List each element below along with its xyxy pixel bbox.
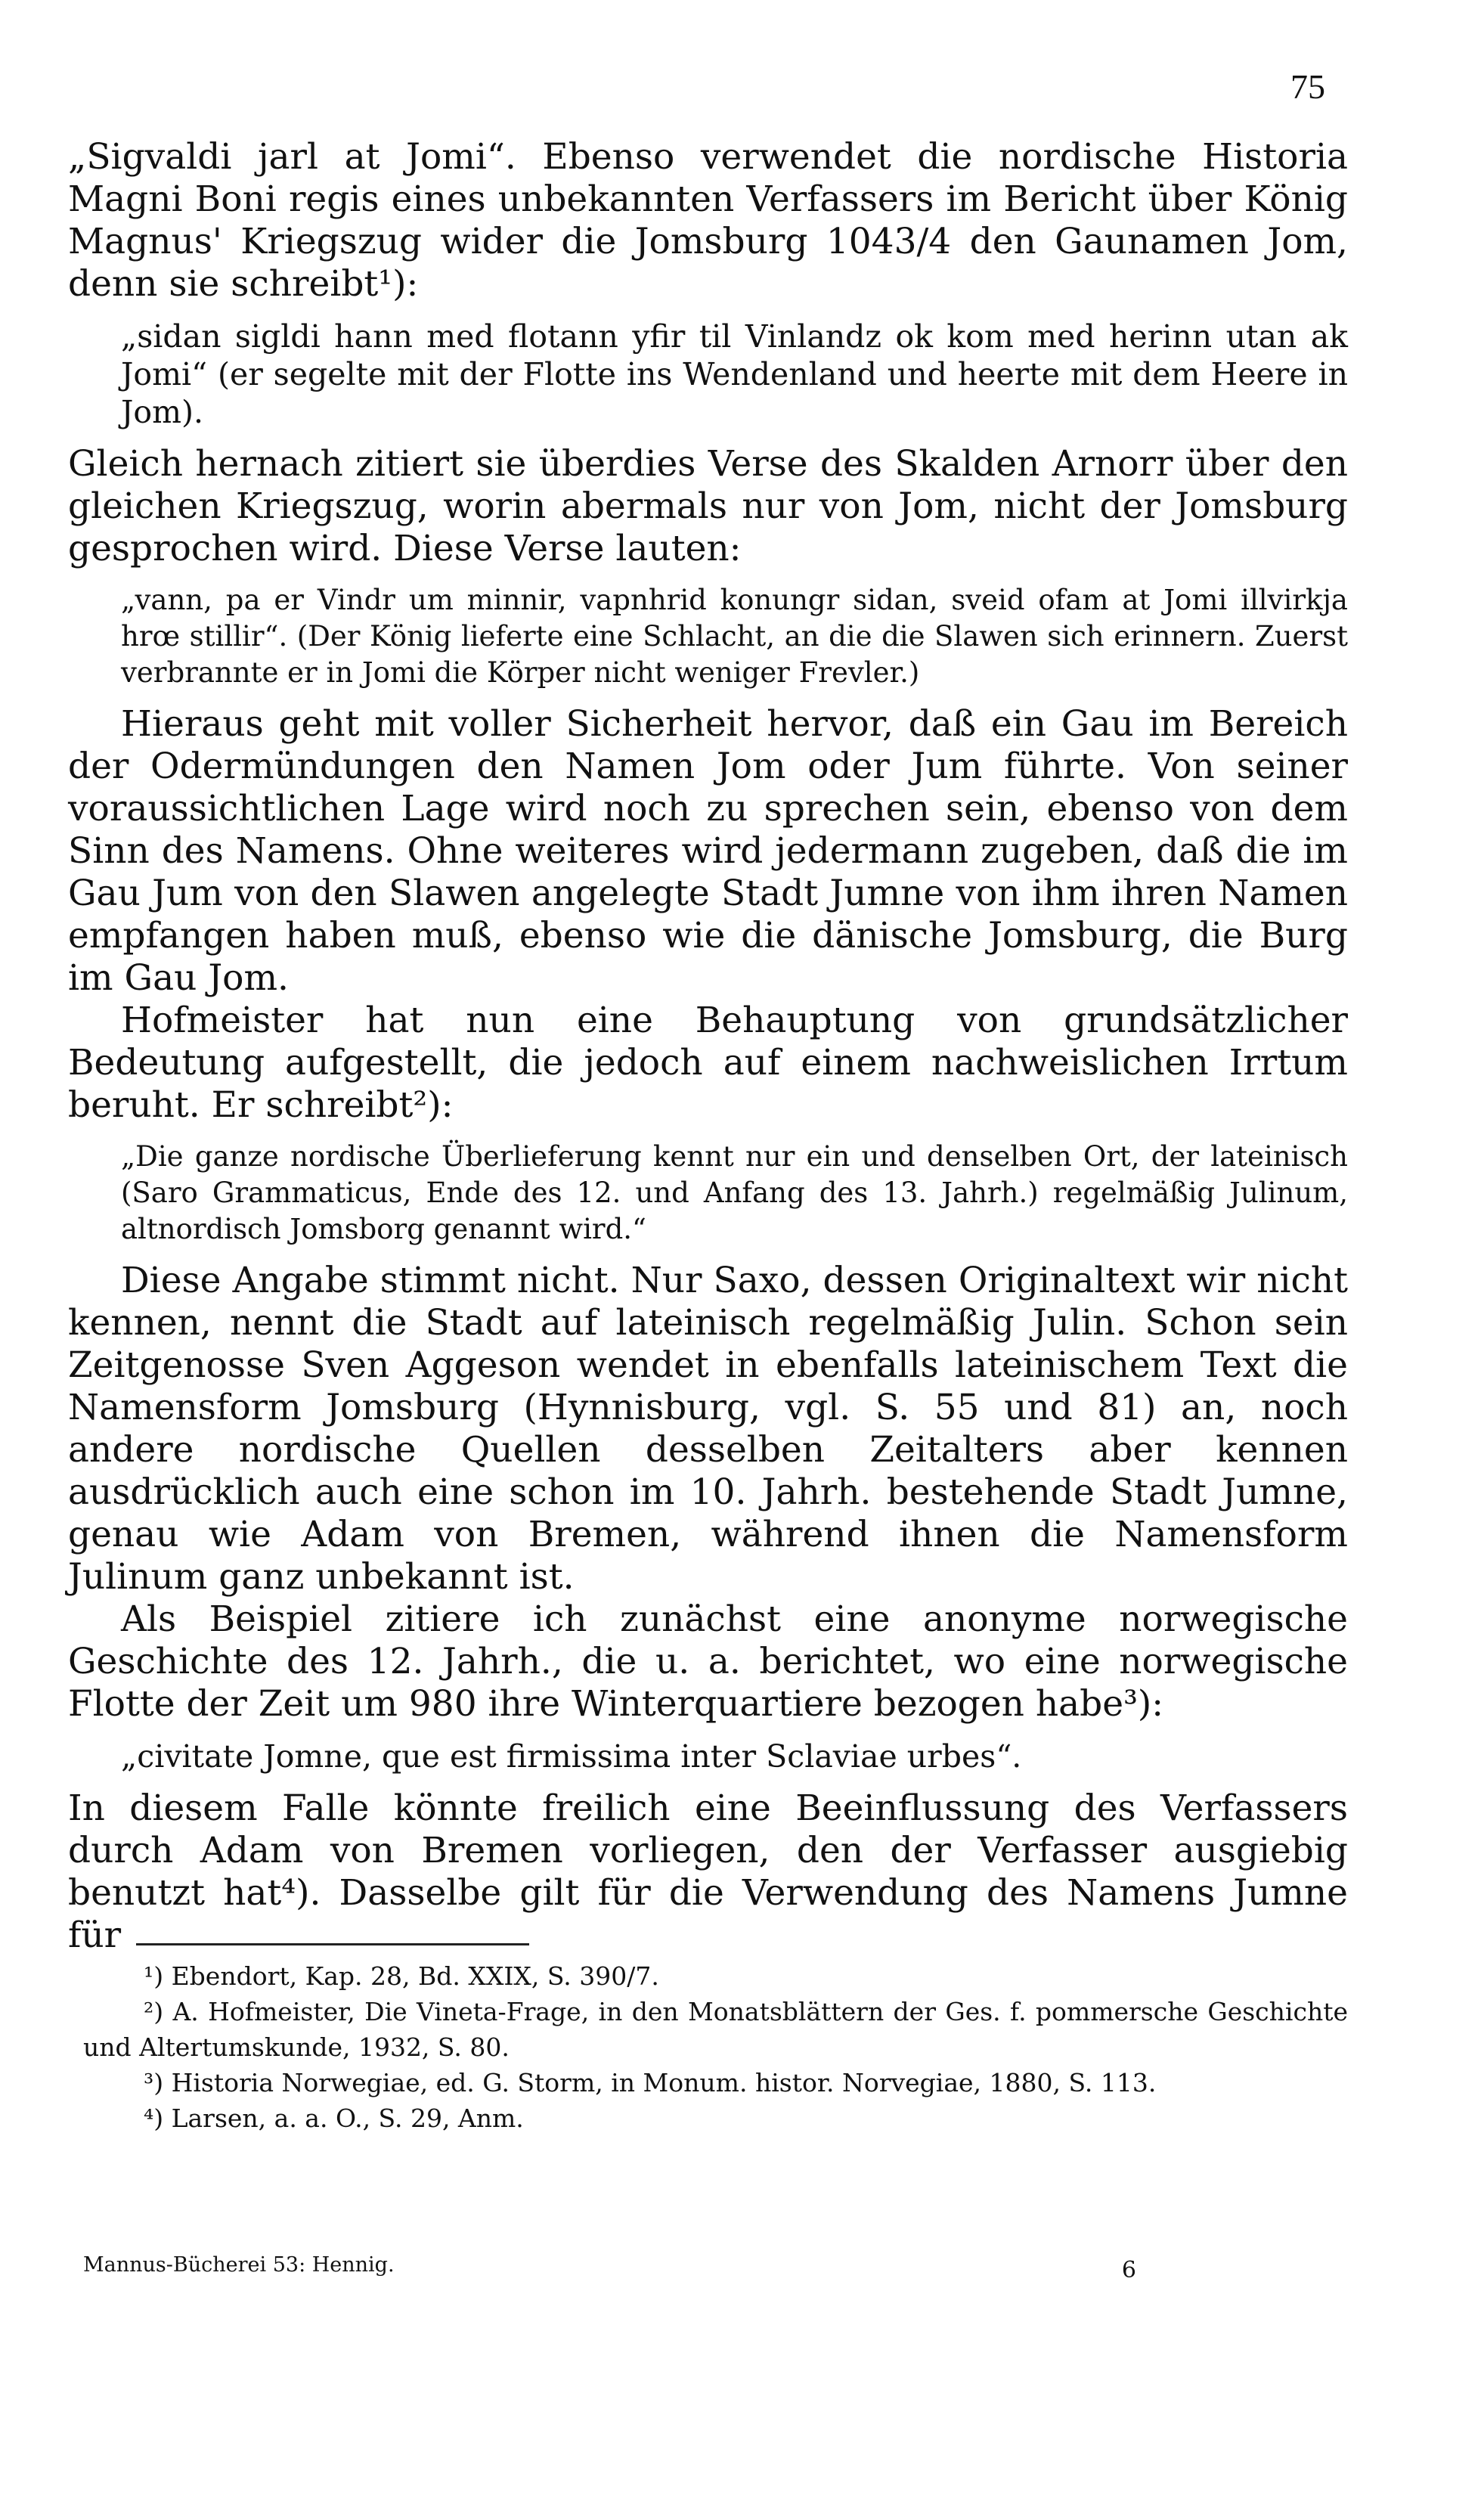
footnote-4: ⁴) Larsen, a. a. O., S. 29, Anm.	[144, 2104, 524, 2133]
paragraph-4: Hofmeister hat nun eine Behauptung von grundsätzlicher Bedeutung aufgestellt, die jedoch auf einem nachweislichen Irrtum beruht. Er schreibt²):	[68, 1000, 1348, 1126]
paragraph-2: Gleich hernach zitiert sie überdies Verse des Skalden Arnorr über den gleichen Kriegszug, worin abermals nur von Jom, nicht der Jomsburg gesprochen wird. Diese Verse lauten:	[68, 443, 1348, 569]
printer-colophon: Mannus-Bücherei 53: Hennig.	[83, 2253, 395, 2277]
footnote-rule	[136, 1943, 529, 1945]
footnotes	[83, 1958, 1348, 2136]
footnote-3: ³) Historia Norwegiae, ed. G. Storm, in Monum. histor. Norvegiae, 1880, S. 113.	[144, 2068, 1157, 2097]
signature-mark: 6	[1121, 2257, 1136, 2283]
paragraph-3: Hieraus geht mit voller Sicherheit hervor, daß ein Gau im Bereich der Odermündungen den Namen Jom oder Jum führte. Von seiner voraussichtlichen Lage wird noch zu sprechen sein, ebenso von dem Sinn des Namens. Ohne weiteres wird jedermann zugeben, daß die im Gau Jum von den Slawen angelegte Stadt Jumne von ihm ihren Namen empfangen haben muß, ebenso wie die dänische Jomsburg, die Burg im Gau Jom.	[68, 703, 1348, 999]
quotation-2: „vann, pa er Vindr um minnir, vapnhrid konungr sidan, sveid ofam at Jomi illvirkja hrœ stillir“. (Der König lieferte eine Schlacht, an die die Slawen sich erinnern. Zuerst verbrannte er in Jomi die Körper nicht weniger Frevler.)	[121, 584, 1348, 689]
page-number: 75	[1290, 67, 1325, 106]
paragraph-5: Diese Angabe stimmt nicht. Nur Saxo, dessen Originaltext wir nicht kennen, nennt die Stadt auf lateinisch regelmäßig Julin. Schon sein Zeitgenosse Sven Aggeson wendet in ebenfalls lateinischem Text die Namensform Jomsburg (Hynnisburg, vgl. S. 55 und 81) an, noch andere nordische Quellen desselben Zeitalters aber kennen ausdrücklich auch eine schon im 10. Jahrh. bestehende Stadt Jumne, genau wie Adam von Bremen, während ihnen die Namensform Julinum ganz unbekannt ist.	[68, 1260, 1348, 1598]
quotation-3: „Die ganze nordische Überlieferung kennt nur ein und denselben Ort, der lateinisch (Saro Grammaticus, Ende des 12. und Anfang des 13. Jahrh.) regelmäßig Julinum, altnordisch Jomsborg genannt wird.“	[121, 1140, 1348, 1245]
paragraph-6: Als Beispiel zitiere ich zunächst eine anonyme norwegische Geschichte des 12. Jahrh., die u. a. berichtet, wo eine norwegische Flotte der Zeit um 980 ihre Winterquartiere bezogen habe³):	[68, 1598, 1348, 1725]
quotation-4: „civitate Jomne, que est firmissima inter Sclaviae urbes“.	[121, 1738, 1022, 1775]
paragraph-1: „Sigvaldi jarl at Jomi“. Ebenso verwendet die nordische Historia Magni Boni regis eines unbekannten Verfassers im Bericht über König Magnus' Kriegszug wider die Jomsburg 1043/4 den Gaunamen Jom, denn sie schreibt¹):	[68, 136, 1348, 305]
main-text	[68, 136, 1348, 1957]
quotation-1: „sidan sigldi hann med flotann yfir til Vinlandz ok kom med herinn utan ak Jomi“ (er segelte mit der Flotte ins Wendenland und heerte mit dem Heere in Jom).	[121, 318, 1348, 430]
footnote-1: ¹) Ebendort, Kap. 28, Bd. XXIX, S. 390/7.	[144, 1961, 659, 1991]
paragraph-7: In diesem Falle könnte freilich eine Beeinflussung des Verfassers durch Adam von Bremen vorliegen, den der Verfasser ausgiebig benutzt hat⁴). Dasselbe gilt für die Verwendung des Namens Jumne für	[68, 1787, 1348, 1956]
footnote-2: ²) A. Hofmeister, Die Vineta-Frage, in den Monatsblättern der Ges. f. pommersche Geschichte und Altertumskunde, 1932, S. 80.	[83, 1997, 1348, 2062]
